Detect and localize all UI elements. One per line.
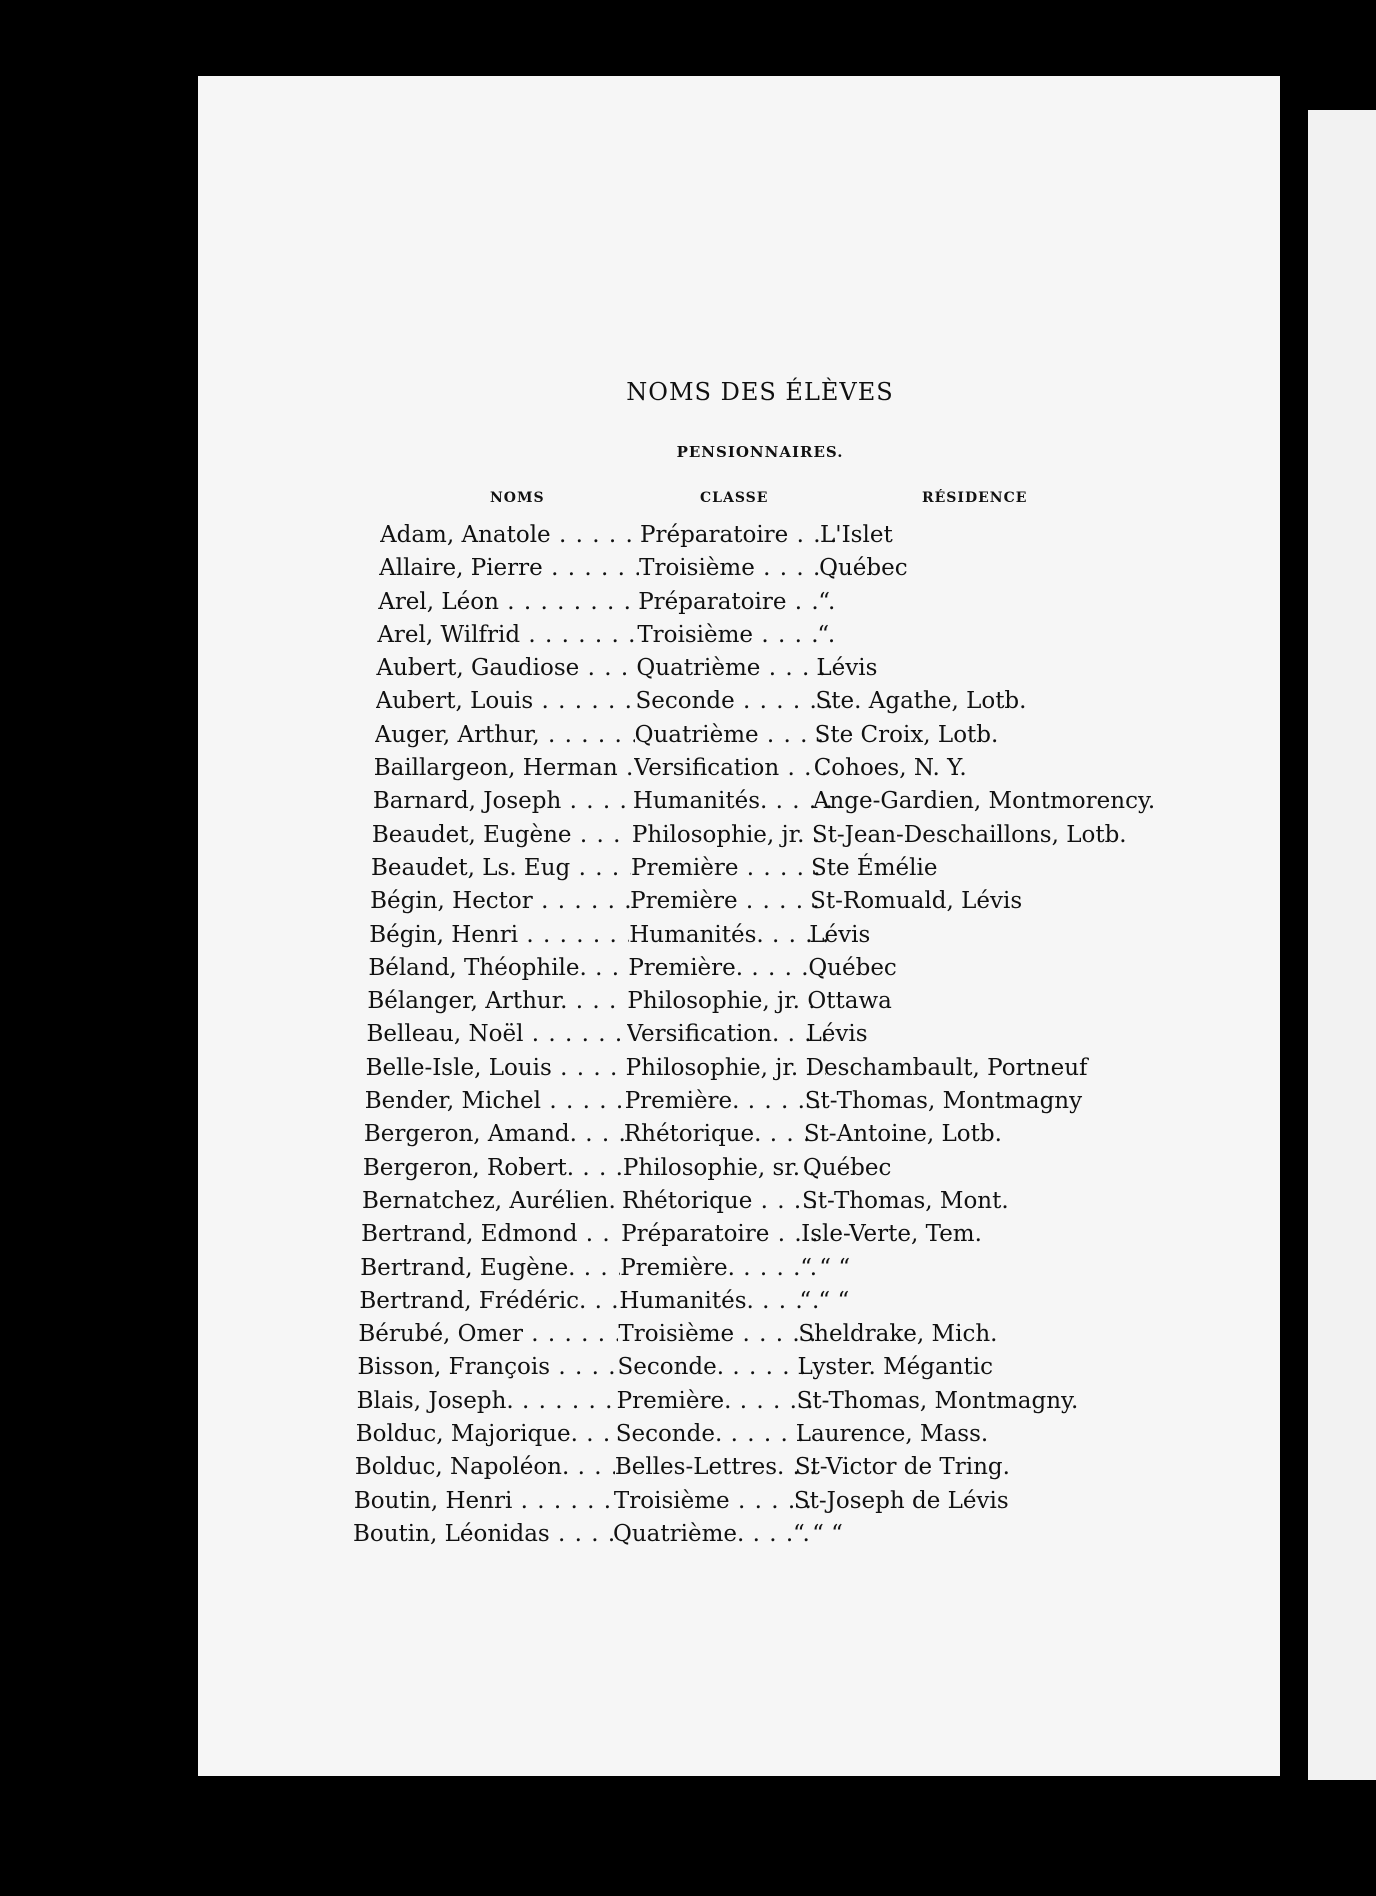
student-residence: Québec <box>802 1154 892 1181</box>
student-class: Troisième . . . <box>618 1321 818 1347</box>
student-name: Bélanger, Arthur. . . . <box>367 988 627 1014</box>
student-row <box>359 1288 1099 1321</box>
student-residence: Cohoes, N. Y. <box>813 755 967 782</box>
student-name: Bolduc, Majorique. . . . <box>356 1421 616 1447</box>
student-residence: L'Islet <box>820 522 893 548</box>
student-name: Beaudet, Eugène . . . <box>372 822 632 848</box>
student-class: Première . . . <box>630 888 830 914</box>
student-row <box>363 1155 1103 1188</box>
student-class: Quatrième . . . <box>635 722 835 748</box>
student-name: Boutin, Léonidas . . . <box>353 1521 613 1547</box>
student-residence: Ottawa <box>807 988 892 1015</box>
student-class: Troisième . . . <box>637 622 837 648</box>
student-name: Belleau, Noël . . . <box>367 1021 627 1047</box>
student-row <box>362 1188 1102 1221</box>
student-name: Belle-Isle, Louis . . . <box>366 1055 626 1081</box>
student-residence: “ “ “ <box>800 1254 851 1281</box>
student-residence: St-Joseph de Lévis <box>793 1487 1009 1514</box>
student-row <box>379 555 1119 588</box>
student-name: Arel, Wilfrid . . . <box>377 622 637 648</box>
student-row <box>358 1354 1098 1387</box>
student-name: Béland, Théophile. . . . <box>368 955 628 981</box>
student-name: Aubert, Gaudiose . . . <box>376 655 636 681</box>
student-row <box>367 988 1107 1021</box>
student-residence: St-Thomas, Mont. <box>802 1187 1009 1214</box>
student-residence: Lévis <box>809 921 871 948</box>
student-row <box>370 888 1110 921</box>
student-residence: Sheldrake, Mich. <box>798 1321 998 1348</box>
student-row <box>378 589 1118 622</box>
student-row <box>353 1521 1093 1554</box>
column-header-class: CLASSE <box>700 490 769 506</box>
student-class: Seconde. . . . <box>618 1354 818 1380</box>
student-class: Première. . . . <box>617 1388 817 1414</box>
student-class: Quatrième . . . <box>636 655 836 681</box>
student-residence: Ste. Agathe, Lotb. <box>815 688 1027 715</box>
student-residence: St-Antoine, Lotb. <box>803 1121 1002 1148</box>
student-name: Bernatchez, Aurélien. . . . <box>362 1188 622 1214</box>
student-class: Belles-Lettres. . . . <box>615 1454 815 1480</box>
student-row <box>380 522 1120 555</box>
column-header-name: NOMS <box>490 490 545 506</box>
student-residence: Lyster. Mégantic <box>797 1354 993 1381</box>
student-class: Philosophie, sr. . . . <box>623 1155 823 1181</box>
student-name: Beaudet, Ls. Eug . . . <box>371 855 631 881</box>
student-class: Philosophie, jr. . . . <box>627 988 827 1014</box>
student-row <box>371 855 1111 888</box>
student-class: Seconde. . . . <box>616 1421 816 1447</box>
student-residence: Ste Croix, Lotb. <box>814 721 999 748</box>
student-class: Préparatoire . . . <box>640 522 840 548</box>
student-row <box>355 1454 1095 1487</box>
student-class: Préparatoire . . . <box>621 1221 821 1247</box>
student-residence: St-Victor de Tring. <box>794 1454 1010 1481</box>
student-name: Bender, Michel . . . <box>365 1088 625 1114</box>
student-class: Rhétorique. . . . <box>624 1121 824 1147</box>
student-row <box>369 922 1109 955</box>
student-class: Versification . . . <box>634 755 834 781</box>
student-name: Auger, Arthur, . . . <box>375 722 635 748</box>
student-row <box>357 1388 1097 1421</box>
student-row <box>374 755 1114 788</box>
student-name: Arel, Léon . . . <box>378 589 638 615</box>
facing-page-edge <box>1298 110 1376 1780</box>
student-row <box>368 955 1108 988</box>
student-residence: Isle-Verte, Tem. <box>801 1221 982 1248</box>
student-class: Humanités. . . . <box>629 922 829 948</box>
student-row <box>361 1221 1101 1254</box>
student-name: Bergeron, Amand. . . . <box>364 1121 624 1147</box>
student-row <box>358 1321 1098 1354</box>
student-residence: Québec <box>819 555 908 582</box>
student-row <box>365 1088 1105 1121</box>
page-title: NOMS DES ÉLÈVES <box>626 378 894 406</box>
student-name: Adam, Anatole . . . <box>380 522 640 548</box>
student-row <box>356 1421 1096 1454</box>
student-name: Bergeron, Robert. . . . <box>363 1155 623 1181</box>
student-name: Blais, Joseph. . . . <box>357 1388 617 1414</box>
student-name: Bolduc, Napoléon. . . . <box>355 1454 615 1480</box>
student-residence: Lévis <box>816 655 878 682</box>
section-subtitle: PENSIONNAIRES. <box>676 443 844 461</box>
student-name: Bertrand, Frédéric. . . . <box>359 1288 619 1314</box>
student-class: Troisième . . . <box>614 1488 814 1514</box>
student-row <box>366 1055 1106 1088</box>
student-residence: Ange-Gardien, Montmorency. <box>812 788 1156 815</box>
student-class: Rhétorique . . . <box>622 1188 822 1214</box>
student-class: Versification. . . . <box>627 1021 827 1047</box>
student-row <box>376 688 1116 721</box>
student-residence: “ “ “ <box>793 1520 843 1547</box>
student-class: Humanités. . . . <box>619 1288 819 1314</box>
student-name: Boutin, Henri . . . <box>354 1488 614 1514</box>
student-name: Bertrand, Eugène. . . . <box>360 1255 620 1281</box>
student-list <box>353 522 1156 1554</box>
student-residence: St-Thomas, Montmagny <box>804 1088 1083 1115</box>
student-residence: “ <box>818 588 830 615</box>
student-class: Première. . . . <box>620 1255 820 1281</box>
student-row <box>375 722 1115 755</box>
student-row <box>377 622 1117 655</box>
student-residence: Deschambault, Portneuf <box>805 1054 1088 1081</box>
student-row <box>360 1255 1100 1288</box>
student-class: Humanités. . . . <box>633 788 833 814</box>
student-class: Première. . . . <box>625 1088 825 1114</box>
student-name: Baillargeon, Herman . . . <box>374 755 634 781</box>
student-residence: Québec <box>808 954 897 981</box>
student-row <box>354 1488 1094 1521</box>
student-class: Première . . . <box>631 855 831 881</box>
student-name: Bérubé, Omer . . . <box>358 1321 618 1347</box>
student-row <box>372 788 1156 821</box>
student-class: Préparatoire . . . <box>638 589 838 615</box>
student-row <box>371 821 1127 855</box>
student-class: Seconde . . . <box>636 688 836 714</box>
student-residence: “ “ “ <box>799 1287 850 1314</box>
student-name: Aubert, Louis . . . <box>376 688 636 714</box>
student-residence: St-Romuald, Lévis <box>810 888 1023 915</box>
student-class: Philosophie, jr. . . . <box>632 822 832 848</box>
student-name: Bisson, François . . . <box>358 1354 618 1380</box>
student-class: Quatrième. . . . <box>613 1521 813 1547</box>
student-row <box>364 1121 1104 1154</box>
student-name: Bégin, Henri . . . <box>369 922 629 948</box>
student-row <box>367 1021 1107 1054</box>
student-residence: St-Thomas, Montmagny. <box>796 1387 1079 1414</box>
student-name: Bertrand, Edmond . . . <box>361 1221 621 1247</box>
student-residence: Laurence, Mass. <box>795 1421 989 1448</box>
student-name: Allaire, Pierre . . . <box>379 555 639 581</box>
student-class: Première. . . . <box>628 955 828 981</box>
student-residence: “ <box>817 621 830 648</box>
student-class: Philosophie, jr. . . . <box>626 1055 826 1081</box>
student-name: Barnard, Joseph . . . <box>373 788 633 814</box>
student-residence: Ste Émélie <box>811 854 938 881</box>
column-header-residence: RÉSIDENCE <box>922 490 1028 506</box>
student-name: Bégin, Hector . . . <box>370 888 630 914</box>
student-row <box>376 655 1116 688</box>
student-class: Troisième . . . <box>639 555 839 581</box>
student-residence: Lévis <box>806 1021 868 1048</box>
student-residence: St-Jean-Deschaillons, Lotb. <box>811 821 1127 848</box>
